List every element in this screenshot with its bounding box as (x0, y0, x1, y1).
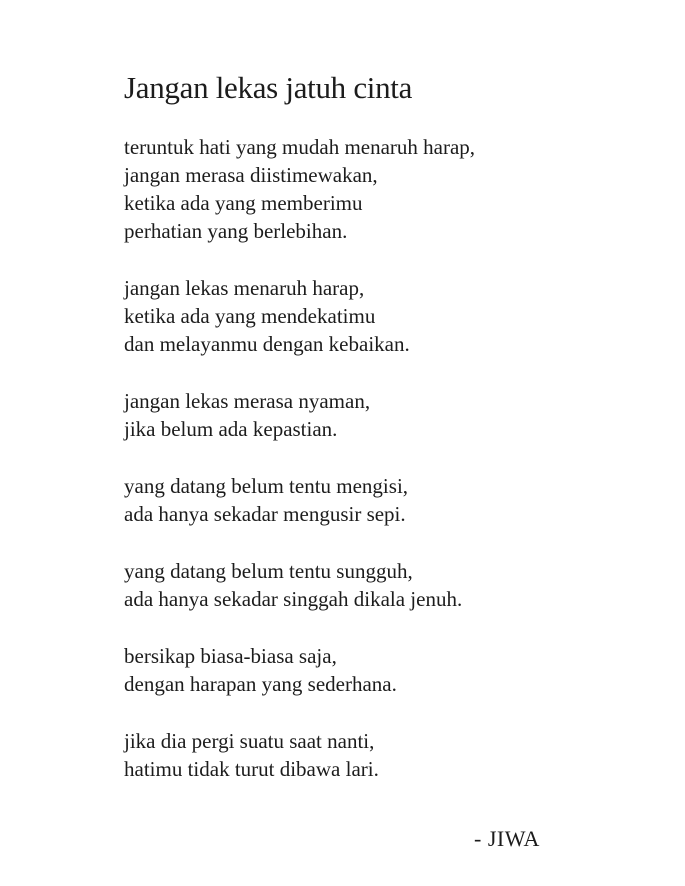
poem-line: ketika ada yang memberimu (124, 191, 363, 215)
poem-body (124, 133, 644, 812)
poem-line: jika belum ada kepastian. (124, 417, 338, 441)
poem-line: jangan merasa diistimewakan, (124, 163, 378, 187)
stanza-3 (124, 387, 644, 443)
poem-line: yang datang belum tentu mengisi, (124, 474, 409, 498)
poem-line: jika dia pergi suatu saat nanti, (124, 729, 375, 753)
stanza-6 (124, 642, 644, 698)
stanza-1 (124, 133, 644, 245)
stanza-2 (124, 274, 644, 358)
poem-line: jangan lekas menaruh harap, (124, 276, 365, 300)
poem-line: ada hanya sekadar mengusir sepi. (124, 502, 406, 526)
stanza-7 (124, 727, 644, 783)
poem-title: Jangan lekas jatuh cinta (124, 70, 413, 105)
poem-line: perhatian yang berlebihan. (124, 219, 348, 243)
poem-line: teruntuk hati yang mudah menaruh harap, (124, 135, 476, 159)
poem-line: dengan harapan yang sederhana. (124, 672, 397, 696)
poem-line: hatimu tidak turut dibawa lari. (124, 757, 379, 781)
poem-line: dan melayanmu dengan kebaikan. (124, 332, 410, 356)
poem-line: jangan lekas merasa nyaman, (124, 389, 371, 413)
poem-line: ketika ada yang mendekatimu (124, 304, 376, 328)
poem-line: ada hanya sekadar singgah dikala jenuh. (124, 587, 463, 611)
poem-line: bersikap biasa-biasa saja, (124, 644, 337, 668)
stanza-5 (124, 557, 644, 613)
stanza-4 (124, 472, 644, 528)
poem-line: yang datang belum tentu sungguh, (124, 559, 413, 583)
author-signature: - JIWA (474, 826, 540, 851)
